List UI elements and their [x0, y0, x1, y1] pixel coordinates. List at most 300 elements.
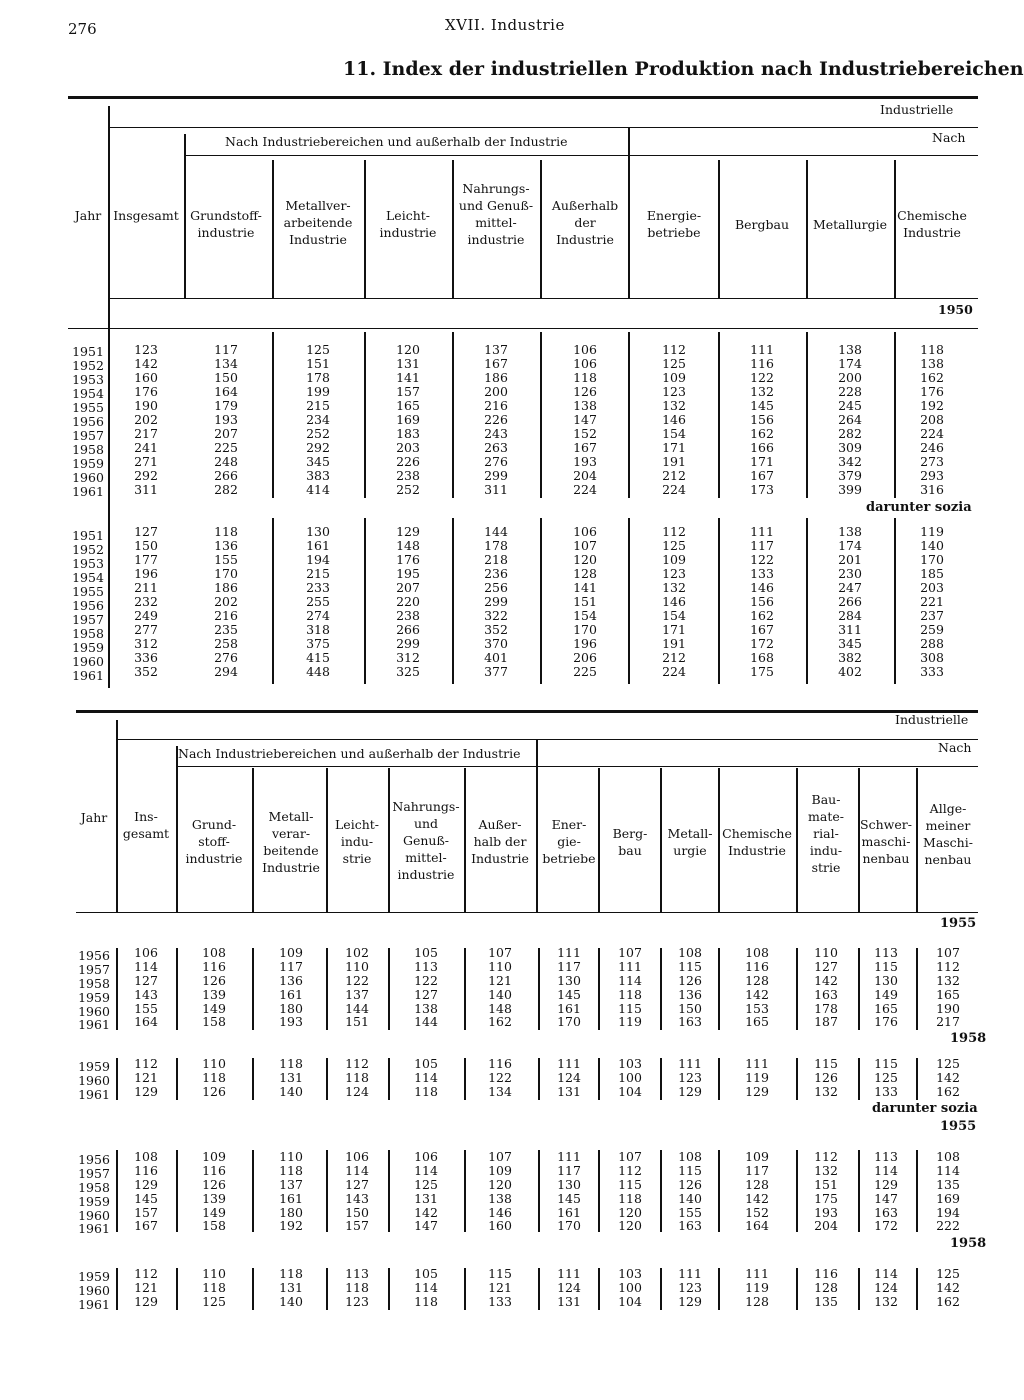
table-cell: 118 [202, 1279, 226, 1295]
t1-col-data [902, 525, 962, 679]
table-cell: 120 [618, 1218, 642, 1234]
t2-col-data [263, 1150, 319, 1233]
t2-col-data [602, 946, 658, 1029]
column-rule [718, 1150, 720, 1232]
column-rule [326, 1150, 328, 1232]
table-cell: 116 [750, 356, 774, 371]
column-rule [796, 768, 798, 912]
table-cell: 1961 [72, 668, 104, 683]
t2-col-data [263, 1267, 319, 1309]
table-cell: 192 [920, 398, 944, 413]
table-cell: 148 [488, 1000, 512, 1016]
table-cell: 255 [306, 594, 330, 609]
table-cell: 157 [134, 1204, 158, 1220]
table-cell: 126 [202, 1176, 226, 1192]
column-rule [388, 948, 390, 1030]
table-cell: 170 [214, 566, 238, 581]
column-rule [718, 1268, 720, 1310]
table-cell: 1955 [72, 400, 104, 415]
table-cell: 202 [214, 594, 238, 609]
table-cell: 131 [279, 1279, 303, 1295]
table-cell: 126 [814, 1069, 838, 1085]
table-cell: 107 [618, 1149, 642, 1164]
table-cell: 208 [920, 412, 944, 427]
table-cell: 121 [134, 1069, 158, 1085]
table-cell: 1960 [78, 1003, 110, 1019]
table-cell: 178 [306, 370, 330, 385]
table-cell: 174 [838, 356, 862, 371]
table-cell: 118 [345, 1279, 369, 1295]
table-cell: 282 [214, 482, 238, 497]
table-cell: 1958 [78, 1179, 110, 1195]
table-cell: 127 [814, 958, 838, 974]
t2-col-data [602, 1057, 658, 1099]
table-cell: 237 [920, 608, 944, 623]
table-cell: 118 [279, 1056, 303, 1071]
t2-col-header: Chemische Industrie [722, 826, 792, 858]
column-rule [176, 1268, 178, 1310]
table-cell: 142 [745, 1190, 769, 1206]
table-cell: 115 [488, 1266, 512, 1281]
table-cell: 132 [814, 1083, 838, 1099]
table-cell: 131 [414, 1190, 438, 1206]
column-rule [464, 948, 466, 1030]
table-cell: 162 [936, 1293, 960, 1309]
table-cell: 107 [573, 538, 597, 553]
column-rule [718, 160, 720, 298]
table-cell: 293 [920, 468, 944, 483]
t1-col-header: Metallurgie [812, 217, 888, 232]
table-cell: 1958 [72, 442, 104, 457]
table-cell: 195 [396, 566, 420, 581]
table-cell: 138 [920, 356, 944, 371]
table-cell: 108 [678, 1149, 702, 1164]
table-cell: 103 [618, 1056, 642, 1071]
t1-col-data [466, 525, 526, 679]
table-cell: 119 [745, 1279, 769, 1295]
t2-col-header: Leicht- indu- strie [335, 817, 379, 866]
column-rule [252, 768, 254, 912]
t2-col-data [263, 1057, 319, 1099]
column-rule [916, 768, 918, 912]
table-cell: 151 [573, 594, 597, 609]
table-cell: 108 [745, 945, 769, 960]
table-cell: 134 [488, 1083, 512, 1099]
t1-col-data [820, 343, 880, 497]
table-cell: 150 [214, 370, 238, 385]
table-cell: 193 [573, 454, 597, 469]
table-cell: 133 [750, 566, 774, 581]
column-rule [916, 948, 918, 1030]
t2-col-header: Jahr [80, 810, 108, 825]
table-cell: 120 [396, 342, 420, 357]
table-cell: 379 [838, 468, 862, 483]
t2-col-data [186, 1267, 242, 1309]
t2-col-header: Außer- halb der Industrie [471, 817, 529, 866]
table-cell: 116 [814, 1266, 838, 1281]
t2-col-data [329, 1150, 385, 1233]
table-cell: 115 [678, 958, 702, 974]
table-cell: 1957 [78, 961, 110, 977]
table-cell: 248 [214, 454, 238, 469]
table-cell: 1952 [72, 358, 104, 373]
table-cell: 288 [920, 636, 944, 651]
t2-col-data [602, 1150, 658, 1233]
table-cell: 108 [134, 1149, 158, 1164]
column-rule [464, 768, 466, 912]
table-cell: 161 [306, 538, 330, 553]
table-cell: 232 [134, 594, 158, 609]
table-cell: 165 [874, 1000, 898, 1016]
table-cell: 258 [214, 636, 238, 651]
table-cell: 104 [618, 1083, 642, 1099]
table-cell: 162 [920, 370, 944, 385]
table-cell: 155 [214, 552, 238, 567]
table-cell: 178 [814, 1000, 838, 1016]
table-cell: 156 [750, 412, 774, 427]
t2-col-data [662, 1057, 718, 1099]
t2-sub-label: darunter sozia [872, 1101, 978, 1116]
t2-col-data [398, 1057, 454, 1099]
t1-col-data [644, 343, 704, 497]
table-cell: 112 [618, 1162, 642, 1178]
column-rule [252, 1150, 254, 1232]
t2-col-data [729, 946, 785, 1029]
column-rule [718, 518, 720, 684]
column-rule [388, 1268, 390, 1310]
table-cell: 125 [662, 538, 686, 553]
table-cell: 333 [920, 664, 944, 679]
table-cell: 299 [484, 468, 508, 483]
table-cell: 131 [557, 1293, 581, 1309]
table-cell: 106 [345, 1149, 369, 1164]
table-cell: 126 [202, 972, 226, 988]
column-rule [916, 1150, 918, 1232]
table-cell: 1956 [78, 948, 110, 963]
table-cell: 142 [814, 972, 838, 988]
table-cell: 215 [306, 566, 330, 581]
table-cell: 112 [814, 1149, 838, 1164]
column-rule [464, 1268, 466, 1310]
table-cell: 1959 [78, 1059, 110, 1074]
table-cell: 273 [920, 454, 944, 469]
column-rule [364, 518, 366, 684]
table-cell: 111 [745, 1056, 769, 1071]
table-cell: 1957 [72, 428, 104, 443]
t2-col-data [662, 946, 718, 1029]
table-cell: 138 [573, 398, 597, 413]
t1-base-label: 1950 [938, 302, 973, 317]
table-cell: 173 [750, 482, 774, 497]
table-cell: 1957 [72, 612, 104, 627]
table-cell: 129 [134, 1176, 158, 1192]
table-cell: 309 [838, 440, 862, 455]
table-cell: 245 [838, 398, 862, 413]
t1-col-data [378, 343, 438, 497]
table-cell: 116 [202, 958, 226, 974]
t2-col-data [602, 1267, 658, 1309]
table-cell: 292 [134, 468, 158, 483]
column-rule [326, 1268, 328, 1310]
table-cell: 111 [678, 1056, 702, 1071]
table-cell: 123 [134, 342, 158, 357]
table-cell: 191 [662, 454, 686, 469]
table-cell: 130 [306, 524, 330, 539]
table-cell: 108 [936, 1149, 960, 1164]
t2-col-data [858, 946, 914, 1029]
t2-col-data [729, 1150, 785, 1233]
table-cell: 193 [814, 1204, 838, 1220]
table-cell: 311 [838, 622, 862, 637]
table-cell: 123 [345, 1293, 369, 1309]
table-cell: 147 [874, 1190, 898, 1206]
table-cell: 130 [557, 1176, 581, 1192]
t2-col-data [472, 1150, 528, 1233]
t2-col-data [662, 1150, 718, 1233]
column-rule [388, 768, 390, 912]
t2-col-data [118, 946, 174, 1029]
table-cell: 109 [745, 1149, 769, 1164]
table-cell: 112 [936, 958, 960, 974]
table-cell: 316 [920, 482, 944, 497]
table-cell: 125 [874, 1069, 898, 1085]
t1-col-data [732, 525, 792, 679]
t2-col-data [329, 1057, 385, 1099]
table-cell: 132 [750, 384, 774, 399]
t2-col-data [729, 1057, 785, 1099]
t1-col-header: Leicht- industrie [379, 208, 437, 240]
table-cell: 383 [306, 468, 330, 483]
t2-col-data [398, 1267, 454, 1309]
table-cell: 218 [484, 552, 508, 567]
table-cell: 129 [396, 524, 420, 539]
table-cell: 246 [920, 440, 944, 455]
t1-col-data [116, 525, 176, 679]
table-cell: 193 [214, 412, 238, 427]
table-cell: 266 [214, 468, 238, 483]
t1-sub-label: darunter sozia [866, 500, 972, 515]
table-cell: 109 [488, 1162, 512, 1178]
table-cell: 1954 [72, 386, 104, 401]
table-cell: 163 [874, 1204, 898, 1220]
table-cell: 140 [488, 986, 512, 1002]
t2-col-header: Berg- bau [612, 826, 648, 858]
table-cell: 115 [814, 1056, 838, 1071]
t2-col-data [858, 1150, 914, 1233]
table-cell: 1960 [78, 1207, 110, 1223]
table-cell: 132 [662, 580, 686, 595]
table-cell: 139 [202, 1190, 226, 1206]
table-cell: 171 [662, 440, 686, 455]
t2-years-c [72, 1153, 116, 1236]
column-rule [894, 518, 896, 684]
t1-col-data [555, 343, 615, 497]
table-cell: 111 [557, 1266, 581, 1281]
table-cell: 1959 [78, 989, 110, 1005]
table-cell: 125 [936, 1056, 960, 1071]
table-cell: 276 [214, 650, 238, 665]
table-cell: 118 [573, 370, 597, 385]
table-cell: 238 [396, 608, 420, 623]
table-cell: 415 [306, 650, 330, 665]
table-cell: 124 [557, 1069, 581, 1085]
table-cell: 115 [618, 1000, 642, 1016]
table-cell: 142 [936, 1279, 960, 1295]
column-rule [388, 1058, 390, 1100]
table-cell: 117 [745, 1162, 769, 1178]
table-cell: 140 [678, 1190, 702, 1206]
t2-col-header: Metall- verar- beitende Industrie [262, 809, 320, 875]
table-cell: 129 [678, 1083, 702, 1099]
table-cell: 135 [936, 1176, 960, 1192]
table-cell: 164 [134, 1014, 158, 1030]
table-cell: 114 [618, 972, 642, 988]
table-cell: 164 [745, 1218, 769, 1234]
table-cell: 147 [573, 412, 597, 427]
table-cell: 106 [573, 524, 597, 539]
table-cell: 162 [750, 426, 774, 441]
table-cell: 225 [214, 440, 238, 455]
table-cell: 136 [279, 972, 303, 988]
table-cell: 149 [202, 1204, 226, 1220]
table-cell: 1961 [78, 1086, 110, 1102]
t2-col-data [662, 1267, 718, 1309]
table-cell: 1961 [78, 1221, 110, 1237]
t2-col-data [329, 1267, 385, 1309]
table-cell: 118 [414, 1083, 438, 1099]
table-cell: 1953 [72, 372, 104, 387]
t1-col-header: Nahrungs- und Genuß- mittel- industrie [458, 181, 534, 247]
table-cell: 102 [345, 945, 369, 960]
table-cell: 126 [678, 1176, 702, 1192]
table-cell: 225 [573, 664, 597, 679]
column-rule [326, 768, 328, 912]
table-cell: 140 [279, 1083, 303, 1099]
table-cell: 266 [838, 594, 862, 609]
table-cell: 115 [618, 1176, 642, 1192]
column-rule [540, 160, 542, 298]
column-rule [252, 1268, 254, 1310]
t1-col-data [378, 525, 438, 679]
table-cell: 149 [202, 1000, 226, 1016]
table-cell: 370 [484, 636, 508, 651]
table-cell: 112 [134, 1266, 158, 1281]
table-cell: 172 [874, 1218, 898, 1234]
table-cell: 161 [279, 1190, 303, 1206]
table-cell: 170 [557, 1014, 581, 1030]
table-cell: 157 [396, 384, 420, 399]
table-cell: 1959 [72, 456, 104, 471]
column-rule [858, 768, 860, 912]
column-rule [598, 1268, 600, 1310]
table-cell: 204 [573, 468, 597, 483]
table-cell: 158 [202, 1014, 226, 1030]
t2-label-d: 1958 [950, 1236, 987, 1251]
table-cell: 352 [134, 664, 158, 679]
table-cell: 145 [557, 1190, 581, 1206]
t1-col-data [902, 343, 962, 497]
table-cell: 252 [396, 482, 420, 497]
table-cell: 109 [279, 945, 303, 960]
table-cell: 142 [745, 986, 769, 1002]
table-cell: 138 [838, 342, 862, 357]
table-cell: 116 [134, 1162, 158, 1178]
t1-col-data [732, 343, 792, 497]
table-cell: 163 [678, 1014, 702, 1030]
table-cell: 187 [814, 1014, 838, 1030]
table-cell: 112 [134, 1056, 158, 1071]
table-cell: 127 [134, 524, 158, 539]
table-cell: 121 [488, 1279, 512, 1295]
table-cell: 140 [279, 1293, 303, 1309]
table-cell: 142 [414, 1204, 438, 1220]
table-cell: 108 [678, 945, 702, 960]
table-cell: 185 [920, 566, 944, 581]
table-cell: 128 [745, 1293, 769, 1309]
table-cell: 375 [306, 636, 330, 651]
table-cell: 117 [557, 1162, 581, 1178]
table-cell: 113 [874, 945, 898, 960]
table-cell: 126 [678, 972, 702, 988]
table-cell: 224 [920, 426, 944, 441]
table-cell: 177 [134, 552, 158, 567]
column-rule [272, 332, 274, 498]
t2-group-right: Nach [938, 740, 972, 755]
table-cell: 130 [874, 972, 898, 988]
column-rule [540, 332, 542, 498]
t2-col-header: Bau- mate- rial- indu- strie [808, 792, 844, 875]
table-cell: 206 [573, 650, 597, 665]
table-cell: 133 [874, 1083, 898, 1099]
table-cell: 111 [750, 342, 774, 357]
column-rule [452, 518, 454, 684]
table-cell: 163 [814, 986, 838, 1002]
table-cell: 120 [618, 1204, 642, 1220]
column-rule [538, 948, 540, 1030]
table-cell: 123 [678, 1069, 702, 1085]
table-cell: 183 [396, 426, 420, 441]
table-cell: 154 [573, 608, 597, 623]
table-cell: 133 [488, 1293, 512, 1309]
table-cell: 137 [484, 342, 508, 357]
table-cell: 211 [134, 580, 158, 595]
table-cell: 109 [662, 370, 686, 385]
column-rule [176, 948, 178, 1030]
t2-col-data [186, 1150, 242, 1233]
table-cell: 186 [484, 370, 508, 385]
table-cell: 118 [618, 1190, 642, 1206]
table-cell: 151 [814, 1176, 838, 1192]
table-cell: 118 [618, 986, 642, 1002]
table-cell: 336 [134, 650, 158, 665]
t2-col-data [118, 1150, 174, 1233]
table-cell: 104 [618, 1293, 642, 1309]
table-cell: 118 [414, 1293, 438, 1309]
column-rule [364, 160, 366, 298]
table-cell: 125 [306, 342, 330, 357]
t1-col-data [196, 525, 256, 679]
table-cell: 121 [134, 1279, 158, 1295]
table-cell: 142 [134, 356, 158, 371]
table-cell: 129 [134, 1083, 158, 1099]
table-cell: 1961 [78, 1296, 110, 1312]
table-cell: 1957 [78, 1165, 110, 1181]
table-cell: 171 [662, 622, 686, 637]
table-cell: 228 [838, 384, 862, 399]
column-rule [464, 1150, 466, 1232]
table-cell: 127 [345, 1176, 369, 1192]
table-cell: 110 [814, 945, 838, 960]
